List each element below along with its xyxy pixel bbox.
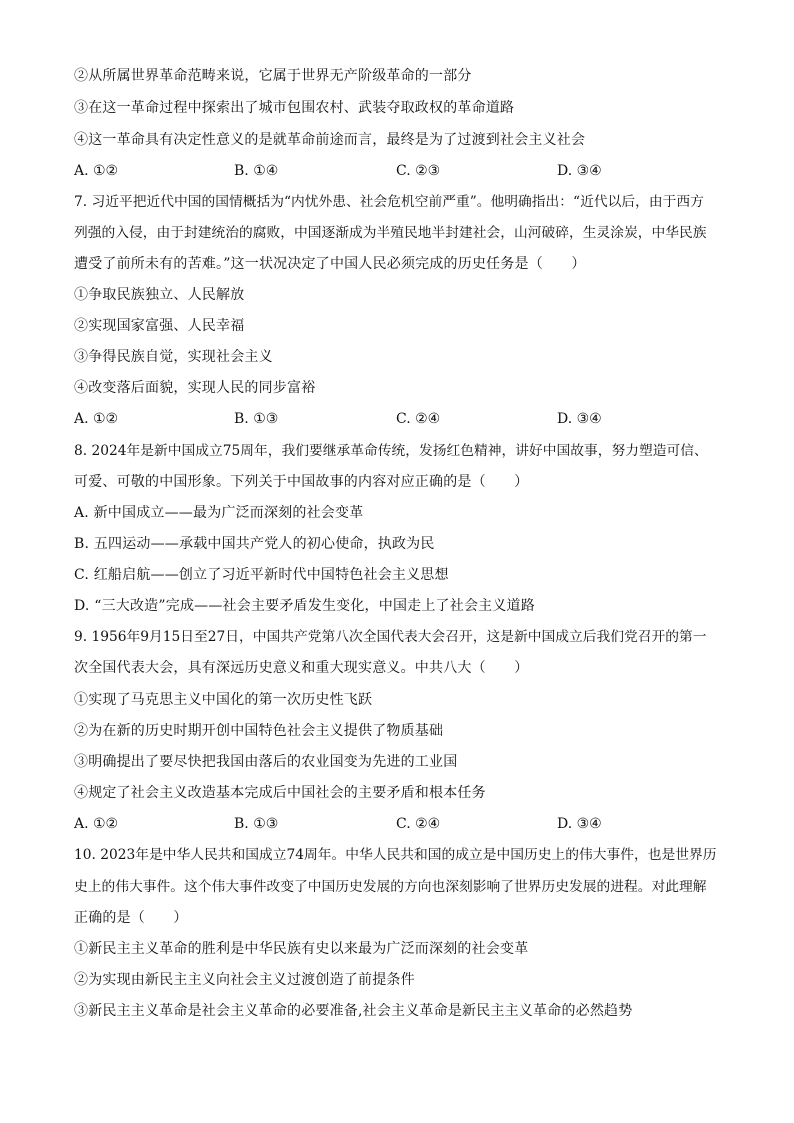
q10-item-1: ①新民主主义革命的胜利是中华民族有史以来最为广泛而深刻的社会变革 bbox=[74, 941, 529, 957]
q9-stem-line-2: 次全国代表大会，具有深远历史意义和重大现实意义。中共八大（ ） bbox=[74, 660, 529, 676]
q8-option-d[interactable]: D. “三大改造”完成——社会主要矛盾发生变化，中国走上了社会主义道路 bbox=[74, 598, 535, 614]
q8-option-c[interactable]: C. 红船启航——创立了习近平新时代中国特色社会主义思想 bbox=[74, 567, 449, 583]
q9-item-2: ②为在新的历史时期开创中国特色社会主义提供了物质基础 bbox=[74, 723, 444, 739]
q9-option-a[interactable]: A. ①② bbox=[74, 816, 119, 832]
q9-option-b[interactable]: B. ①③ bbox=[234, 816, 279, 832]
q8-option-b[interactable]: B. 五四运动——承载中国共产党人的初心使命，执政为民 bbox=[74, 536, 435, 552]
q9-item-3: ③明确提出了要尽快把我国由落后的农业国变为先进的工业国 bbox=[74, 754, 458, 770]
q10-stem-line-3: 正确的是（ ） bbox=[74, 910, 188, 926]
q7-option-c[interactable]: C. ②④ bbox=[396, 411, 441, 427]
q8-stem-line-1: 8. 2024年是新中国成立75周年，我们要继承革命传统，发扬红色精神，讲好中国故事，努力塑造可信、 bbox=[74, 443, 708, 459]
q6-item-2: ②从所属世界革命范畴来说，它属于世界无产阶级革命的一部分 bbox=[74, 68, 472, 84]
q10-stem-line-1: 10. 2023年是中华人民共和国成立74周年。中华人民共和国的成立是中国历史上的伟大事件，也是世界历 bbox=[74, 847, 717, 863]
q7-item-2: ②实现国家富强、人民幸福 bbox=[74, 318, 245, 334]
q10-item-2: ②为实现由新民主主义向社会主义过渡创造了前提条件 bbox=[74, 972, 415, 988]
q9-item-1: ①实现了马克思主义中国化的第一次历史性飞跃 bbox=[74, 692, 373, 708]
q6-item-4: ④这一革命具有决定性意义的是就革命前途而言，最终是为了过渡到社会主义社会 bbox=[74, 132, 586, 148]
q9-option-d[interactable]: D. ③④ bbox=[557, 816, 602, 832]
q6-option-d[interactable]: D. ③④ bbox=[557, 163, 602, 179]
q8-stem-line-2: 可爱、可敬的中国形象。下列关于中国故事的内容对应正确的是（ ） bbox=[74, 474, 529, 490]
q7-option-a[interactable]: A. ①② bbox=[74, 411, 119, 427]
q6-item-3: ③在这一革命过程中探索出了城市包围农村、武装夺取政权的革命道路 bbox=[74, 100, 515, 116]
q7-stem-line-2: 列强的入侵，由于封建统治的腐败，中国逐渐成为半殖民地半封建社会，山河破碎，生灵涂炭，中华民族 bbox=[74, 225, 707, 241]
q10-stem-line-2: 史上的伟大事件。这个伟大事件改变了中国历史发展的方向也深刻影响了世界历史发展的进程。对此理解 bbox=[74, 879, 707, 895]
q7-stem-line-1: 7. 习近平把近代中国的国情概括为“内忧外患、社会危机空前严重”。他明确指出：“近代以后，由于西方 bbox=[74, 194, 704, 210]
q8-option-a[interactable]: A. 新中国成立——最为广泛而深刻的社会变革 bbox=[74, 505, 364, 521]
q6-option-b[interactable]: B. ①④ bbox=[234, 163, 279, 179]
q7-option-d[interactable]: D. ③④ bbox=[557, 411, 602, 427]
q6-option-c[interactable]: C. ②③ bbox=[396, 163, 441, 179]
q7-item-4: ④改变落后面貌，实现人民的同步富裕 bbox=[74, 380, 316, 396]
q6-option-a[interactable]: A. ①② bbox=[74, 163, 119, 179]
q9-option-c[interactable]: C. ②④ bbox=[396, 816, 441, 832]
q9-item-4: ④规定了社会主义改造基本完成后中国社会的主要矛盾和根本任务 bbox=[74, 785, 486, 801]
q7-item-1: ①争取民族独立、人民解放 bbox=[74, 287, 245, 303]
q7-item-3: ③争得民族自觉，实现社会主义 bbox=[74, 349, 273, 365]
q7-stem-line-3: 遭受了前所未有的苦难。”这一状况决定了中国人民必须完成的历史任务是（ ） bbox=[74, 256, 586, 272]
q10-item-3: ③新民主主义革命是社会主义革命的必要准备,社会主义革命是新民主主义革命的必然趋势 bbox=[74, 1003, 633, 1019]
q9-stem-line-1: 9. 1956年9月15日至27日，中国共产党第八次全国代表大会召开，这是新中国成立后我们党召开的第一 bbox=[74, 629, 707, 645]
q7-option-b[interactable]: B. ①③ bbox=[234, 411, 279, 427]
